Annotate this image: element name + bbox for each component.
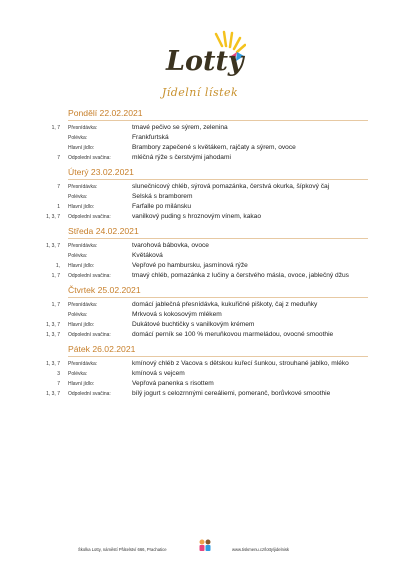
- meal-value: kmínový chléb z Vacova s dětskou kuřecí šunkou, strouhané jablko, mléko: [132, 360, 349, 367]
- allergens: 1, 7: [51, 273, 60, 279]
- meal-label: Polévka:: [68, 194, 88, 200]
- day-divider: [68, 356, 368, 357]
- day-section: [0, 108, 400, 163]
- menu-row: [0, 320, 400, 330]
- menu-row: [0, 133, 400, 143]
- day-section: [0, 285, 400, 340]
- allergens: 7: [57, 184, 60, 190]
- allergens: 1, 3, 7: [46, 391, 60, 397]
- meal-label: Polévka:: [68, 253, 88, 259]
- meal-label: Hlavní jídlo:: [68, 204, 95, 210]
- menu-title: Jídelní lístek: [161, 86, 239, 99]
- allergens: 7: [57, 155, 60, 161]
- menu-row: [0, 310, 400, 320]
- meal-value: Dukátové buchtičky s vanilkovým krémem: [132, 321, 255, 328]
- meal-value: Selská s bramborem: [132, 193, 193, 200]
- day-title: Čtvrtek 25.02.2021: [68, 285, 141, 295]
- allergens: 1,: [55, 263, 60, 269]
- meal-label: Přesnídávka:: [68, 243, 98, 249]
- menu-row: [0, 143, 400, 153]
- meal-label: Přesnídávka:: [68, 184, 98, 190]
- menu-row: [0, 192, 400, 202]
- allergens: 1, 3, 7: [46, 243, 60, 249]
- menu-row: [0, 202, 400, 212]
- allergens: 1, 3, 7: [46, 214, 60, 220]
- meal-value: Květáková: [132, 252, 163, 259]
- meal-value: Mrkvová s kokosovým mlékem: [132, 311, 222, 318]
- meal-label: Odpolední svačina:: [68, 273, 111, 279]
- allergens: 1, 3, 7: [46, 332, 60, 338]
- meal-value: tmavý chléb, pomazánka z lučiny a čerstvého másla, ovoce, jablečný džus: [132, 272, 349, 279]
- day-title: Pátek 26.02.2021: [68, 344, 136, 354]
- meal-label: Přesnídávka:: [68, 361, 98, 367]
- day-divider: [68, 179, 368, 180]
- menu-row: [0, 182, 400, 192]
- menu-row: [0, 369, 400, 379]
- allergens: 7: [57, 381, 60, 387]
- meal-label: Hlavní jídlo:: [68, 381, 95, 387]
- meal-label: Hlavní jídlo:: [68, 322, 95, 328]
- meal-value: tvarohová bábovka, ovoce: [132, 242, 209, 249]
- menu-row: [0, 379, 400, 389]
- meal-value: domácí jablečná přesnídávka, kukuřičné piškoty, čaj z meduňky: [132, 301, 318, 308]
- day-divider: [68, 297, 368, 298]
- day-title: Středa 24.02.2021: [68, 226, 139, 236]
- menu-row: [0, 251, 400, 261]
- meal-value: Frankfurtská: [132, 134, 169, 141]
- meal-value: mléčná rýže s čerstvými jahodami: [132, 154, 231, 161]
- menu-row: [0, 241, 400, 251]
- menu-row: [0, 153, 400, 163]
- allergens: 3: [57, 371, 60, 377]
- meal-value: Vepřová panenka s risottem: [132, 380, 214, 387]
- menu-row: [0, 123, 400, 133]
- allergens: 1, 7: [51, 302, 60, 308]
- meal-label: Polévka:: [68, 312, 88, 318]
- meal-value: domácí perník se 100 % meruňkovou marmeládou, ovocné smoothie: [132, 331, 334, 338]
- day-divider: [68, 238, 368, 239]
- footer-address: Školka Lotty, náměstí Přátelství 666, Prachatice: [78, 547, 167, 552]
- menu-row: [0, 261, 400, 271]
- menu-days: [0, 108, 400, 403]
- meal-value: vanilkový puding s hroznovým vínem, kakao: [132, 213, 262, 220]
- meal-label: Hlavní jídlo:: [68, 263, 95, 269]
- allergens: 1: [57, 204, 60, 210]
- meal-label: Odpolední svačina:: [68, 332, 111, 338]
- menu-row: [0, 300, 400, 310]
- day-title: Úterý 23.02.2021: [68, 167, 134, 177]
- allergens: 1, 3, 7: [46, 322, 60, 328]
- day-title: Pondělí 22.02.2021: [68, 108, 143, 118]
- menu-row: [0, 330, 400, 340]
- day-section: [0, 344, 400, 399]
- footer-url: www.tiskmenu.cz/lotty/jidelnisk: [232, 547, 290, 552]
- meal-value: bílý jogurt s celozrnnými cereáliemi, pomeranč, borůvkové smoothie: [132, 390, 331, 397]
- day-section: [0, 167, 400, 222]
- menu-row: [0, 389, 400, 399]
- meal-label: Přesnídávka:: [68, 302, 98, 308]
- menu-row: [0, 212, 400, 222]
- menu-row: [0, 271, 400, 281]
- allergens: 1, 7: [51, 125, 60, 131]
- meal-value: tmavé pečivo se sýrem, zelenina: [132, 124, 228, 131]
- meal-label: Odpolední svačina:: [68, 391, 111, 397]
- menu-row: [0, 359, 400, 369]
- day-section: [0, 226, 400, 281]
- allergens: 1, 3, 7: [46, 361, 60, 367]
- meal-value: kmínová s vejcem: [132, 370, 185, 377]
- meal-label: Odpolední svačina:: [68, 214, 111, 220]
- meal-value: Brambory zapečené s květákem, rajčaty a sýrem, ovoce: [132, 144, 296, 151]
- lotty-logo: [166, 28, 246, 84]
- meal-value: Farfalle po milánsku: [132, 203, 192, 210]
- kids-icon: [198, 538, 212, 552]
- meal-label: Polévka:: [68, 371, 88, 377]
- meal-label: Polévka:: [68, 135, 88, 141]
- meal-label: Hlavní jídlo:: [68, 145, 95, 151]
- meal-value: slunečnicový chléb, sýrová pomazánka, čerstvá okurka, šípkový čaj: [132, 183, 330, 190]
- meal-label: Přesnídávka:: [68, 125, 98, 131]
- day-divider: [68, 120, 368, 121]
- meal-label: Odpolední svačina:: [68, 155, 111, 161]
- meal-value: Vepřové po hambursku, jasmínová rýže: [132, 262, 248, 269]
- brand-name: Lotty: [166, 46, 244, 77]
